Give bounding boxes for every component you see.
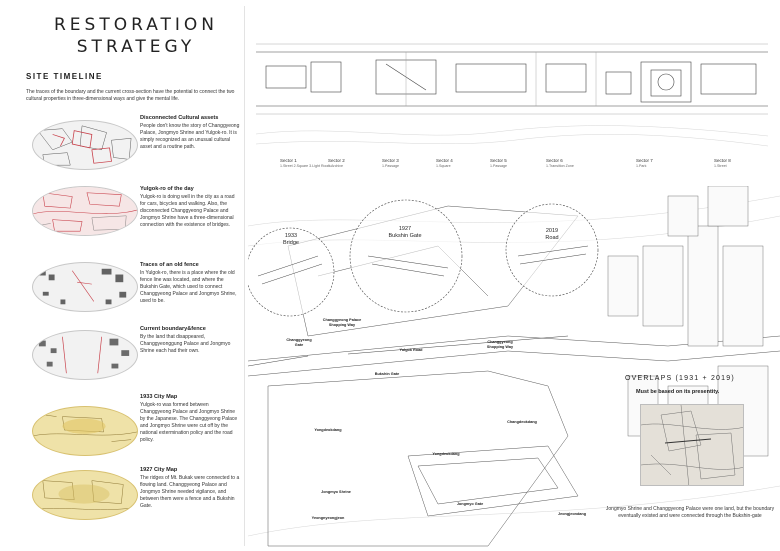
sector-desc: 1.Archive: [328, 164, 343, 168]
site-timeline-intro: The traces of the boundary and the current cross-section have the potential to connect the two cultural properties in three-dimensional ways and give the mental life.: [26, 89, 235, 102]
sector-3: [382, 158, 438, 169]
sector-desc: 1.Passage: [382, 164, 399, 168]
timeline-item-body: Yulgok-ro is doing well in the city as a road for cars, bicycles and walking. Also, the disconnected Changgyeong Palace and Jongmyo Shrine have a three-dimensional connection with the existence of bridges.: [140, 194, 235, 228]
circle-year: 1933: [284, 233, 298, 239]
sector-name: Sector 4: [436, 158, 453, 163]
timeline-item-old-fence: [140, 262, 240, 305]
timeline-item-1933-map: [140, 394, 240, 444]
sector-2: [328, 158, 384, 169]
map-label: Changgyeong Gate: [286, 338, 312, 347]
sector-labels: [256, 158, 768, 188]
timeline-item-yulgok-ro: [140, 186, 240, 229]
map-label: Changgyeong Shopping Way: [486, 340, 514, 349]
circle-caption: Bukshin Gate: [388, 233, 422, 239]
sector-4: [436, 158, 492, 169]
overlaps-caption: Jongmyo Shrine and Changgyeong Palace were one land, but the boundary eventually existed and were connected through the Bukshin-gate: [605, 506, 775, 519]
column-divider: [244, 6, 245, 546]
circle-caption: Road: [545, 235, 559, 241]
timeline-item-body: The ridges of Mt. Bukak were connected to a flowing land. Changgyeong Palace and Jongmyo Shrine needed vigilance, and between them were a fence and a Bukshin Gate.: [140, 475, 240, 509]
sector-name: Sector 3: [382, 158, 399, 163]
timeline-item-title: 1933 City Map: [140, 394, 178, 400]
map-label: Yulgok Road: [399, 348, 423, 352]
sector-name: Sector 8: [714, 158, 731, 163]
timeline-map-old-fence: [32, 262, 138, 312]
circle-year: 2019: [545, 228, 559, 234]
map-label: Jongmyo Gate: [456, 502, 484, 506]
sector-name: Sector 2: [328, 158, 345, 163]
sector-desc: 1.Park: [636, 164, 647, 168]
timeline-item-title: Traces of an old fence: [140, 262, 199, 268]
map-label: Changdeokdang: [507, 420, 537, 424]
timeline-item-disconnected-assets: [140, 115, 240, 151]
timeline-item-title: Yulgok-ro of the day: [140, 186, 194, 192]
title-line-2: STRATEGY: [76, 37, 196, 57]
sector-7: [636, 158, 692, 169]
site-timeline-heading: SITE TIMELINE: [26, 72, 103, 81]
sector-5: [490, 158, 546, 169]
timeline-item-body: Yulgok-ro was formed between Changgyeong Palace and Jongmyo Shrine by the Japanese. The Changgyeong Palace and Jongmyo Shrine were cut off by the national extermination policy and the road policy.: [140, 402, 238, 443]
circle-label-1927: [380, 226, 430, 240]
timeline-map-current-boundary: [32, 330, 138, 380]
sector-desc: 1.Square: [436, 164, 451, 168]
overlap-map-image: [640, 404, 744, 486]
timeline-map-disconnected-assets: [32, 120, 138, 170]
map-label: Yongdeokdang: [432, 452, 460, 456]
timeline-map-1927: [32, 470, 138, 520]
sector-8: [714, 158, 770, 169]
timeline-map-1933: [32, 406, 138, 456]
map-label: Changgyeong Palace Shopping Way: [322, 318, 362, 327]
sector-name: Sector 5: [490, 158, 507, 163]
sector-desc: 1.Passage: [490, 164, 507, 168]
timeline-item-1927-map: [140, 467, 240, 510]
circle-label-2019: [534, 228, 570, 242]
timeline-item-current-boundary: [140, 326, 240, 355]
timeline-item-body: In Yulgok-ro, there is a place where the old fence line was located, and where the Bukshin Gate, which used to connect Changgyeong Palace and Jongmyo Shrine, used to be.: [140, 270, 237, 304]
circle-year: 1927: [398, 226, 412, 232]
map-label: Jongmyo Shrine: [321, 490, 351, 494]
sector-6: [546, 158, 602, 169]
sector-desc: 1.Transition Zone: [546, 164, 574, 168]
circle-caption: Bridge: [283, 240, 299, 246]
timeline-item-title: Disconnected Cultural assets: [140, 115, 219, 121]
map-label: Yeongnyeongjeon: [311, 516, 345, 520]
sector-name: Sector 7: [636, 158, 653, 163]
map-label: Yongdeokdang: [314, 428, 342, 432]
timeline-item-body: By the land that disappeared, Changgyeonggung Palace and Jongmyo Shrine each had their own.: [140, 334, 231, 354]
sector-desc: 1.Street: [714, 164, 727, 168]
overlaps-subheading: Must be based on its presentity.: [636, 389, 720, 395]
title-line-1: RESTORATION: [53, 15, 219, 35]
timeline-map-yulgok-ro: [32, 186, 138, 236]
page-title: [36, 14, 236, 58]
circle-label-1933: [276, 233, 306, 247]
timeline-item-body: People don't know the story of Changgyeong Palace, Jongmyo Shrine and Yulgok-ro. It is simply recognized as an unusual cultural asset and a routine path.: [140, 123, 240, 150]
sector-name: Sector 1: [280, 158, 297, 163]
timeline-item-title: Current boundary&fence: [140, 326, 206, 332]
map-label: Jeongjeondang: [557, 512, 587, 516]
timeline-item-title: 1927 City Map: [140, 467, 178, 473]
map-label: Bukshin Gate: [374, 372, 400, 376]
site-plan-drawing: [256, 24, 768, 154]
overlaps-heading: OVERLAPS (1931 + 2019): [625, 375, 735, 382]
sector-desc: 1.Street 2.Square 3.Light Room: [280, 164, 331, 168]
sector-name: Sector 6: [546, 158, 563, 163]
